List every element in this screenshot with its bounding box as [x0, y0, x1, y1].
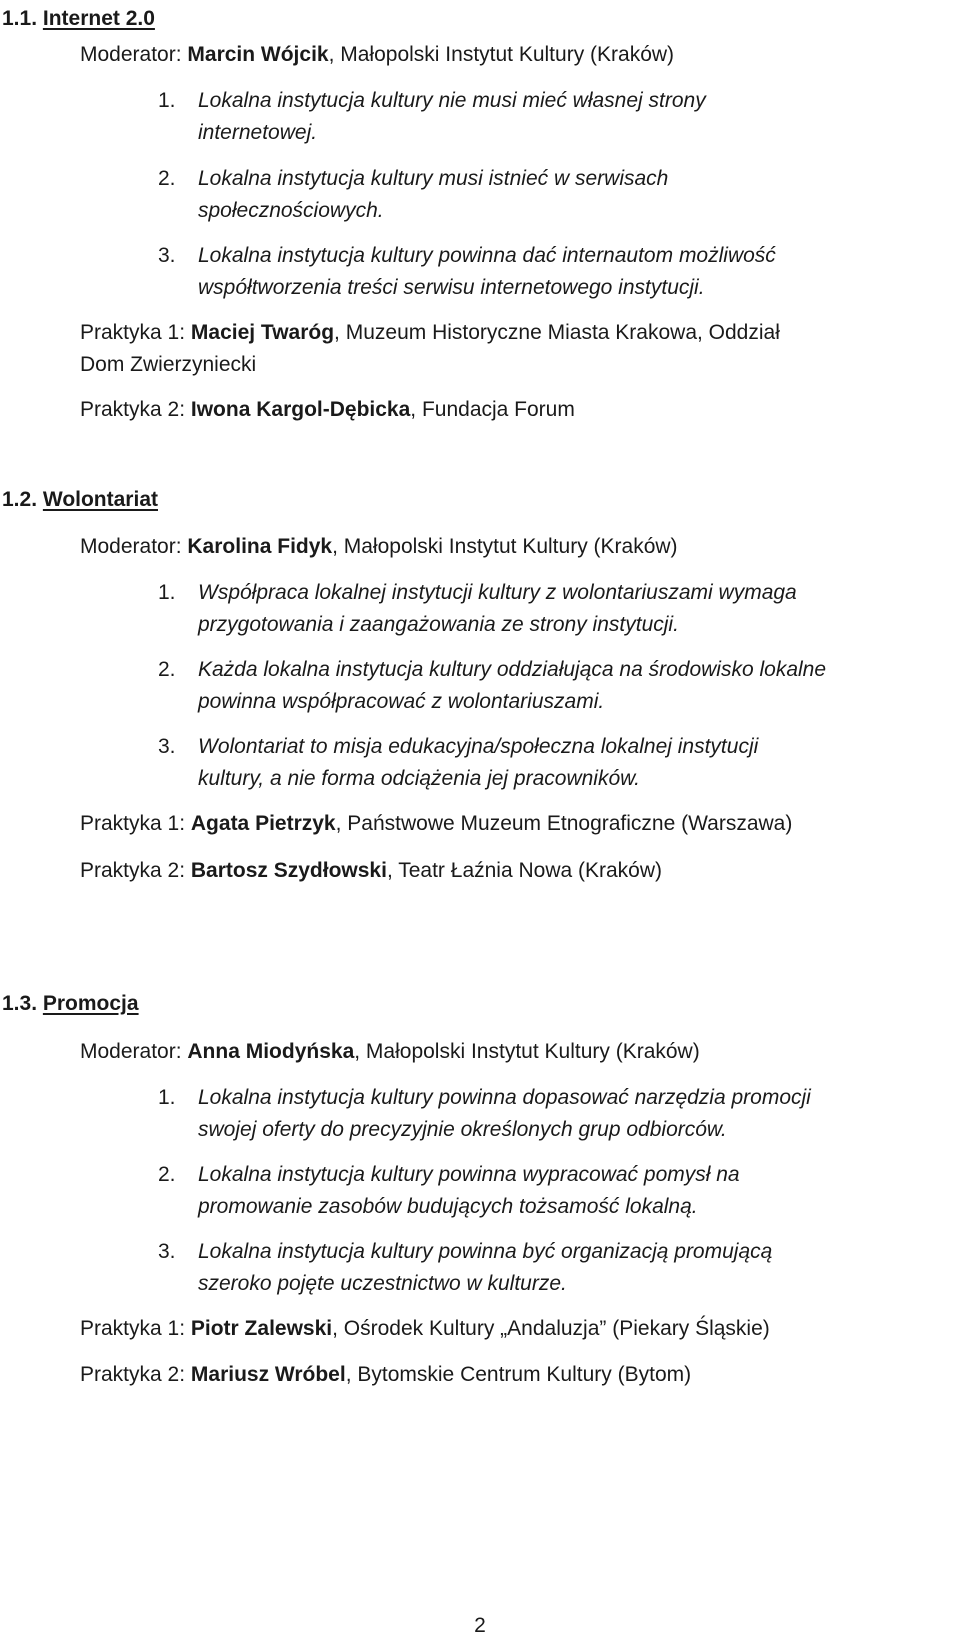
practice-line — [80, 856, 662, 886]
moderator-name: Marcin Wójcik — [187, 43, 329, 66]
practice-org: , Teatr Łaźnia Nowa (Kraków) — [386, 859, 663, 882]
list-item-number: 1. — [158, 1086, 176, 1109]
section-title: Promocja — [42, 992, 139, 1015]
list-item-number: 2. — [158, 658, 176, 681]
section-number: 1.2. — [2, 488, 38, 511]
list-item-text: Każda lokalna instytucja kultury oddziałująca na środowisko lokalne powinna współpracować z wolontariuszami. — [198, 658, 827, 713]
practice-label: Praktyka 2: — [80, 1363, 186, 1386]
list-item-number: 3. — [158, 244, 176, 267]
section-title: Internet 2.0 — [42, 7, 155, 30]
section-heading — [2, 5, 155, 33]
section-number: 1.3. — [2, 992, 38, 1015]
practice-label: Praktyka 1: — [80, 1317, 186, 1340]
list-item-number: 3. — [158, 735, 176, 758]
practice-label: Praktyka 1: — [80, 812, 186, 835]
moderator-org: , Małopolski Instytut Kultury (Kraków) — [332, 535, 678, 558]
practice-line — [80, 395, 575, 425]
list-item-text: Wolontariat to misja edukacyjna/społeczna lokalnej instytucji kultury, a nie forma odciążenia jej pracowników. — [198, 735, 759, 790]
list-item-number: 1. — [158, 581, 176, 604]
practice-name: Agata Pietrzyk — [190, 812, 336, 835]
moderator-name: Karolina Fidyk — [187, 535, 333, 558]
practice-line — [80, 1360, 691, 1390]
practice-name: Maciej Twaróg — [190, 321, 335, 344]
list-item-text: Lokalna instytucja kultury powinna dopasować narzędzia promocji swojej oferty do precyzyjnie określonych grup odbiorców. — [198, 1086, 811, 1141]
list-item-text: Lokalna instytucja kultury powinna wypracować pomysł na promowanie zasobów budujących tożsamość lokalną. — [198, 1163, 740, 1218]
moderator-org: , Małopolski Instytut Kultury (Kraków) — [354, 1040, 700, 1063]
list-item-text: Lokalna instytucja kultury powinna dać internautom możliwość współtworzenia treści serwisu internetowego instytucji. — [198, 244, 776, 299]
practice-org: , Fundacja Forum — [410, 398, 575, 421]
moderator-name: Anna Miodyńska — [187, 1040, 355, 1063]
moderator-label: Moderator: — [80, 1040, 182, 1063]
moderator-org: , Małopolski Instytut Kultury (Kraków) — [328, 43, 675, 66]
list-item-number: 3. — [158, 1240, 176, 1263]
list-item-text: Współpraca lokalnej instytucji kultury z wolontariuszami wymaga przygotowania i zaangażowania ze strony instytucji. — [198, 581, 797, 636]
list-item-number: 2. — [158, 167, 176, 190]
moderator-label: Moderator: — [80, 43, 182, 66]
section-heading — [2, 990, 139, 1018]
moderator-label: Moderator: — [80, 535, 182, 558]
practice-org: , Bytomskie Centrum Kultury (Bytom) — [345, 1363, 692, 1386]
practice-label: Praktyka 2: — [80, 859, 186, 882]
practice-line — [80, 809, 792, 839]
moderator-line — [80, 40, 674, 70]
list-item-number: 1. — [158, 89, 176, 112]
list-item-text: Lokalna instytucja kultury musi istnieć w serwisach społecznościowych. — [198, 167, 669, 222]
practice-line — [80, 318, 780, 348]
practice-name: Iwona Kargol-Dębicka — [190, 398, 411, 421]
practice-label: Praktyka 1: — [80, 321, 186, 344]
section-heading — [2, 486, 158, 514]
practice-org-continued: Dom Zwierzyniecki — [80, 353, 257, 376]
practice-org: , Muzeum Historyczne Miasta Krakowa, Oddział — [334, 321, 780, 344]
section-title: Wolontariat — [42, 488, 158, 511]
page-number: 2 — [474, 1614, 486, 1637]
practice-name: Mariusz Wróbel — [190, 1363, 346, 1386]
practice-org: , Ośrodek Kultury „Andaluzja” (Piekary Śląskie) — [332, 1317, 770, 1340]
practice-org: , Państwowe Muzeum Etnograficzne (Warszawa) — [335, 812, 793, 835]
practice-name: Bartosz Szydłowski — [190, 859, 387, 882]
list-item-text: Lokalna instytucja kultury powinna być organizacją promującą szeroko pojęte uczestnictwo w kulturze. — [198, 1240, 773, 1295]
section-number: 1.1. — [2, 7, 38, 30]
practice-label: Praktyka 2: — [80, 398, 186, 421]
practice-name: Piotr Zalewski — [190, 1317, 333, 1340]
practice-line — [80, 1314, 770, 1344]
moderator-line — [80, 532, 678, 562]
list-item-number: 2. — [158, 1163, 176, 1186]
moderator-line — [80, 1037, 700, 1067]
list-item-text: Lokalna instytucja kultury nie musi mieć własnej strony internetowej. — [198, 89, 706, 144]
practice-line-continued — [80, 350, 256, 380]
